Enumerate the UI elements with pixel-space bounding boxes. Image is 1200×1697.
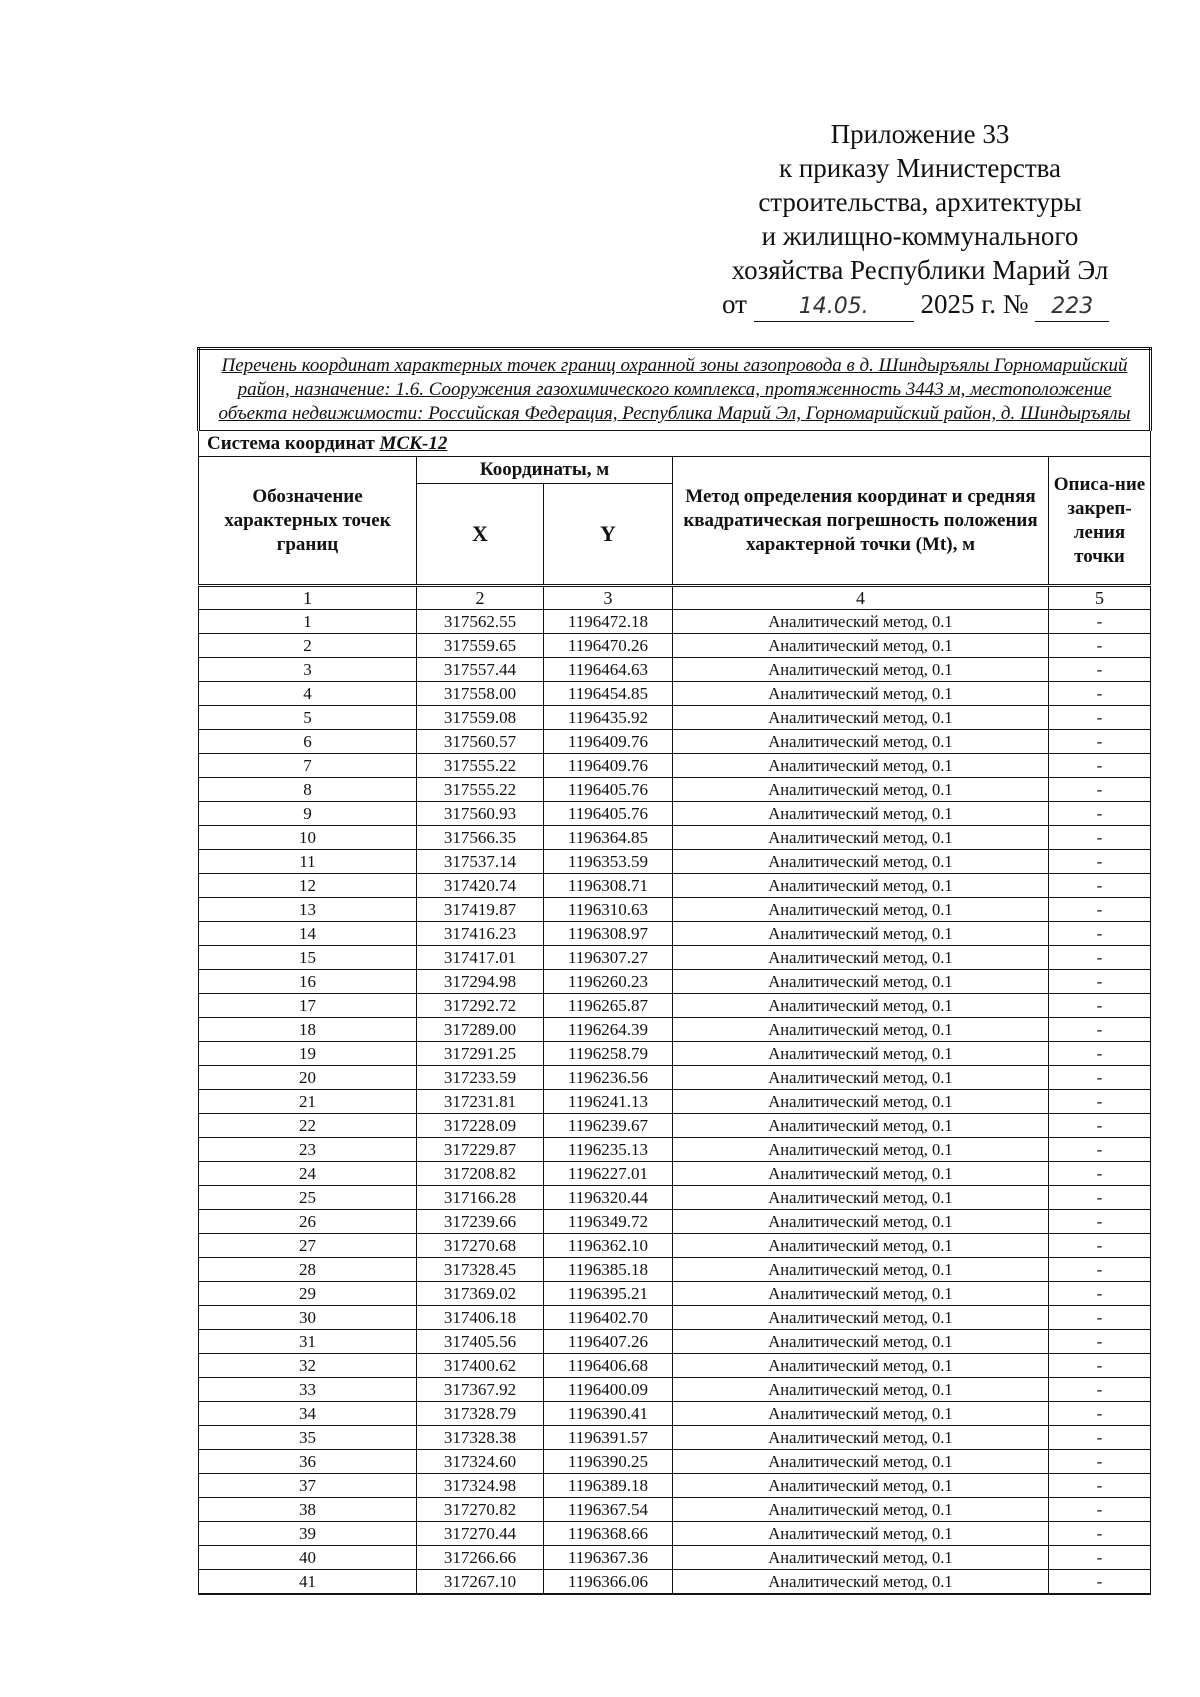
table-row — [199, 1474, 1151, 1498]
y-coordinate-cell: 1196454.85 — [544, 682, 673, 706]
coordinate-system-value: МСК-12 — [379, 432, 448, 454]
table-row — [199, 874, 1151, 898]
point-id-cell: 38 — [199, 1498, 417, 1522]
description-cell: - — [1049, 1186, 1151, 1210]
y-coordinate-cell: 1196308.97 — [544, 922, 673, 946]
x-coordinate-cell: 317270.44 — [417, 1522, 544, 1546]
description-cell: - — [1049, 1210, 1151, 1234]
description-cell: - — [1049, 970, 1151, 994]
method-cell: Аналитический метод, 0.1 — [673, 1306, 1049, 1330]
point-id-cell: 23 — [199, 1138, 417, 1162]
description-cell: - — [1049, 826, 1151, 850]
y-coordinate-cell: 1196409.76 — [544, 730, 673, 754]
coordinates-table — [197, 347, 1152, 1595]
description-cell: - — [1049, 850, 1151, 874]
y-coordinate-cell: 1196405.76 — [544, 802, 673, 826]
y-coordinate-cell: 1196368.66 — [544, 1522, 673, 1546]
header-line-4: и жилищно-коммунального — [761, 221, 1079, 251]
description-cell: - — [1049, 1450, 1151, 1474]
x-coordinate-cell: 317228.09 — [417, 1114, 544, 1138]
point-id-cell: 30 — [199, 1306, 417, 1330]
point-id-cell: 5 — [199, 706, 417, 730]
x-coordinate-cell: 317231.81 — [417, 1090, 544, 1114]
point-id-cell: 15 — [199, 946, 417, 970]
y-coordinate-cell: 1196320.44 — [544, 1186, 673, 1210]
table-row — [199, 1570, 1151, 1595]
point-id-cell: 34 — [199, 1402, 417, 1426]
table-row — [199, 730, 1151, 754]
x-coordinate-cell: 317560.57 — [417, 730, 544, 754]
description-cell: - — [1049, 1378, 1151, 1402]
appendix-header — [700, 117, 1140, 322]
description-cell: - — [1049, 1138, 1151, 1162]
method-cell: Аналитический метод, 0.1 — [673, 1354, 1049, 1378]
y-coordinate-cell: 1196435.92 — [544, 706, 673, 730]
column-number-row — [199, 586, 1151, 610]
table-row — [199, 754, 1151, 778]
x-coordinate-cell: 317557.44 — [417, 658, 544, 682]
point-id-cell: 31 — [199, 1330, 417, 1354]
point-id-cell: 9 — [199, 802, 417, 826]
table-row — [199, 1138, 1151, 1162]
y-coordinate-cell: 1196390.25 — [544, 1450, 673, 1474]
x-coordinate-cell: 317233.59 — [417, 1066, 544, 1090]
point-id-cell: 10 — [199, 826, 417, 850]
y-coordinate-cell: 1196307.27 — [544, 946, 673, 970]
y-coordinate-cell: 1196385.18 — [544, 1258, 673, 1282]
description-cell: - — [1049, 1330, 1151, 1354]
y-coordinate-cell: 1196367.54 — [544, 1498, 673, 1522]
x-coordinate-cell: 317289.00 — [417, 1018, 544, 1042]
x-coordinate-cell: 317559.08 — [417, 706, 544, 730]
y-coordinate-cell: 1196472.18 — [544, 610, 673, 634]
description-cell: - — [1049, 754, 1151, 778]
table-row — [199, 658, 1151, 682]
x-coordinate-cell: 317324.98 — [417, 1474, 544, 1498]
table-row — [199, 706, 1151, 730]
y-coordinate-cell: 1196367.36 — [544, 1546, 673, 1570]
point-id-cell: 35 — [199, 1426, 417, 1450]
point-id-cell: 4 — [199, 682, 417, 706]
method-cell: Аналитический метод, 0.1 — [673, 1330, 1049, 1354]
table-row — [199, 946, 1151, 970]
description-cell: - — [1049, 634, 1151, 658]
method-cell: Аналитический метод, 0.1 — [673, 802, 1049, 826]
table-row — [199, 850, 1151, 874]
appendix-title: Приложение 33 — [830, 119, 1010, 149]
description-cell: - — [1049, 1066, 1151, 1090]
x-coordinate-cell: 317239.66 — [417, 1210, 544, 1234]
x-coordinate-cell: 317560.93 — [417, 802, 544, 826]
header-line-2: к приказу Министерства — [778, 153, 1062, 183]
x-coordinate-cell: 317367.92 — [417, 1378, 544, 1402]
table-row — [199, 610, 1151, 634]
x-coordinate-cell: 317562.55 — [417, 610, 544, 634]
table-row — [199, 778, 1151, 802]
x-coordinate-cell: 317324.60 — [417, 1450, 544, 1474]
column-number: 3 — [544, 586, 673, 610]
point-id-cell: 11 — [199, 850, 417, 874]
point-id-cell: 13 — [199, 898, 417, 922]
x-coordinate-cell: 317416.23 — [417, 922, 544, 946]
description-cell: - — [1049, 1306, 1151, 1330]
description-cell: - — [1049, 778, 1151, 802]
description-cell: - — [1049, 946, 1151, 970]
y-coordinate-cell: 1196308.71 — [544, 874, 673, 898]
description-cell: - — [1049, 1474, 1151, 1498]
table-row — [199, 1234, 1151, 1258]
method-cell: Аналитический метод, 0.1 — [673, 1138, 1049, 1162]
y-coordinate-cell: 1196236.56 — [544, 1066, 673, 1090]
y-coordinate-cell: 1196470.26 — [544, 634, 673, 658]
header-coordinates: Координаты, м — [417, 457, 673, 484]
method-cell: Аналитический метод, 0.1 — [673, 994, 1049, 1018]
method-cell: Аналитический метод, 0.1 — [673, 1090, 1049, 1114]
method-cell: Аналитический метод, 0.1 — [673, 1402, 1049, 1426]
point-id-cell: 14 — [199, 922, 417, 946]
x-coordinate-cell: 317270.68 — [417, 1234, 544, 1258]
point-id-cell: 41 — [199, 1570, 417, 1595]
y-coordinate-cell: 1196366.06 — [544, 1570, 673, 1595]
header-point-designation: Обозначение характерных точек границ — [199, 457, 417, 586]
point-id-cell: 29 — [199, 1282, 417, 1306]
method-cell: Аналитический метод, 0.1 — [673, 1570, 1049, 1595]
x-coordinate-cell: 317555.22 — [417, 754, 544, 778]
y-coordinate-cell: 1196405.76 — [544, 778, 673, 802]
method-cell: Аналитический метод, 0.1 — [673, 1210, 1049, 1234]
year-text: 2025 г. № — [920, 289, 1029, 319]
method-cell: Аналитический метод, 0.1 — [673, 826, 1049, 850]
point-id-cell: 28 — [199, 1258, 417, 1282]
point-id-cell: 26 — [199, 1210, 417, 1234]
method-cell: Аналитический метод, 0.1 — [673, 1258, 1049, 1282]
description-cell: - — [1049, 1018, 1151, 1042]
column-number: 4 — [673, 586, 1049, 610]
y-coordinate-cell: 1196364.85 — [544, 826, 673, 850]
point-id-cell: 21 — [199, 1090, 417, 1114]
description-cell: - — [1049, 922, 1151, 946]
description-cell: - — [1049, 994, 1151, 1018]
table-row — [199, 1042, 1151, 1066]
y-coordinate-cell: 1196227.01 — [544, 1162, 673, 1186]
point-id-cell: 39 — [199, 1522, 417, 1546]
y-coordinate-cell: 1196239.67 — [544, 1114, 673, 1138]
order-date-line — [700, 287, 1140, 322]
method-cell: Аналитический метод, 0.1 — [673, 1114, 1049, 1138]
method-cell: Аналитический метод, 0.1 — [673, 850, 1049, 874]
y-coordinate-cell: 1196265.87 — [544, 994, 673, 1018]
description-cell: - — [1049, 1114, 1151, 1138]
description-cell: - — [1049, 1402, 1151, 1426]
point-id-cell: 33 — [199, 1378, 417, 1402]
x-coordinate-cell: 317229.87 — [417, 1138, 544, 1162]
description-cell: - — [1049, 874, 1151, 898]
method-cell: Аналитический метод, 0.1 — [673, 658, 1049, 682]
description-cell: - — [1049, 1090, 1151, 1114]
y-coordinate-cell: 1196353.59 — [544, 850, 673, 874]
x-coordinate-cell: 317294.98 — [417, 970, 544, 994]
description-cell: - — [1049, 1426, 1151, 1450]
y-coordinate-cell: 1196406.68 — [544, 1354, 673, 1378]
table-row — [199, 1258, 1151, 1282]
table-row — [199, 634, 1151, 658]
point-id-cell: 2 — [199, 634, 417, 658]
y-coordinate-cell: 1196400.09 — [544, 1378, 673, 1402]
point-id-cell: 27 — [199, 1234, 417, 1258]
y-coordinate-cell: 1196349.72 — [544, 1210, 673, 1234]
method-cell: Аналитический метод, 0.1 — [673, 1162, 1049, 1186]
description-cell: - — [1049, 610, 1151, 634]
method-cell: Аналитический метод, 0.1 — [673, 1282, 1049, 1306]
table-row — [199, 1018, 1151, 1042]
method-cell: Аналитический метод, 0.1 — [673, 1498, 1049, 1522]
x-coordinate-cell: 317406.18 — [417, 1306, 544, 1330]
point-id-cell: 36 — [199, 1450, 417, 1474]
header-description: Описа-ние закреп-ления точки — [1049, 457, 1151, 586]
table-row — [199, 1066, 1151, 1090]
method-cell: Аналитический метод, 0.1 — [673, 1546, 1049, 1570]
x-coordinate-cell: 317400.62 — [417, 1354, 544, 1378]
table-row — [199, 1450, 1151, 1474]
x-coordinate-cell: 317566.35 — [417, 826, 544, 850]
method-cell: Аналитический метод, 0.1 — [673, 970, 1049, 994]
x-coordinate-cell: 317328.38 — [417, 1426, 544, 1450]
point-id-cell: 40 — [199, 1546, 417, 1570]
x-coordinate-cell: 317537.14 — [417, 850, 544, 874]
method-cell: Аналитический метод, 0.1 — [673, 1522, 1049, 1546]
x-coordinate-cell: 317369.02 — [417, 1282, 544, 1306]
table-row — [199, 802, 1151, 826]
method-cell: Аналитический метод, 0.1 — [673, 1186, 1049, 1210]
y-coordinate-cell: 1196464.63 — [544, 658, 673, 682]
description-cell: - — [1049, 1282, 1151, 1306]
description-cell: - — [1049, 658, 1151, 682]
header-x: X — [417, 484, 544, 586]
method-cell: Аналитический метод, 0.1 — [673, 946, 1049, 970]
description-cell: - — [1049, 1498, 1151, 1522]
table-row — [199, 1522, 1151, 1546]
header-line-3: строительства, архитектуры — [758, 187, 1082, 217]
header-line-5: хозяйства Республики Марий Эл — [731, 255, 1109, 285]
column-number: 5 — [1049, 586, 1151, 610]
point-id-cell: 8 — [199, 778, 417, 802]
x-coordinate-cell: 317328.45 — [417, 1258, 544, 1282]
table-row — [199, 1210, 1151, 1234]
description-cell: - — [1049, 1522, 1151, 1546]
method-cell: Аналитический метод, 0.1 — [673, 730, 1049, 754]
header-method: Метод определения координат и средняя квадратическая погрешность положения характерной точки (Mt), м — [673, 457, 1049, 586]
point-id-cell: 7 — [199, 754, 417, 778]
method-cell: Аналитический метод, 0.1 — [673, 778, 1049, 802]
description-cell: - — [1049, 682, 1151, 706]
table-row — [199, 1282, 1151, 1306]
header-y: Y — [544, 484, 673, 586]
method-cell: Аналитический метод, 0.1 — [673, 898, 1049, 922]
method-cell: Аналитический метод, 0.1 — [673, 706, 1049, 730]
x-coordinate-cell: 317291.25 — [417, 1042, 544, 1066]
table-row — [199, 1162, 1151, 1186]
description-cell: - — [1049, 1354, 1151, 1378]
point-id-cell: 1 — [199, 610, 417, 634]
table-row — [199, 1114, 1151, 1138]
method-cell: Аналитический метод, 0.1 — [673, 1066, 1049, 1090]
point-id-cell: 17 — [199, 994, 417, 1018]
description-cell: - — [1049, 1546, 1151, 1570]
point-id-cell: 37 — [199, 1474, 417, 1498]
table-row — [199, 1402, 1151, 1426]
method-cell: Аналитический метод, 0.1 — [673, 1234, 1049, 1258]
table-row — [199, 826, 1151, 850]
point-id-cell: 20 — [199, 1066, 417, 1090]
method-cell: Аналитический метод, 0.1 — [673, 610, 1049, 634]
table-row — [199, 970, 1151, 994]
y-coordinate-cell: 1196390.41 — [544, 1402, 673, 1426]
table-body — [199, 610, 1151, 1595]
method-cell: Аналитический метод, 0.1 — [673, 754, 1049, 778]
y-coordinate-cell: 1196395.21 — [544, 1282, 673, 1306]
x-coordinate-cell: 317420.74 — [417, 874, 544, 898]
description-cell: - — [1049, 898, 1151, 922]
table-row — [199, 898, 1151, 922]
point-id-cell: 25 — [199, 1186, 417, 1210]
table-row — [199, 994, 1151, 1018]
method-cell: Аналитический метод, 0.1 — [673, 1450, 1049, 1474]
y-coordinate-cell: 1196407.26 — [544, 1330, 673, 1354]
method-cell: Аналитический метод, 0.1 — [673, 1018, 1049, 1042]
point-id-cell: 12 — [199, 874, 417, 898]
y-coordinate-cell: 1196391.57 — [544, 1426, 673, 1450]
point-id-cell: 22 — [199, 1114, 417, 1138]
table-row — [199, 1354, 1151, 1378]
table-row — [199, 1426, 1151, 1450]
method-cell: Аналитический метод, 0.1 — [673, 1378, 1049, 1402]
x-coordinate-cell: 317555.22 — [417, 778, 544, 802]
x-coordinate-cell: 317266.66 — [417, 1546, 544, 1570]
y-coordinate-cell: 1196362.10 — [544, 1234, 673, 1258]
y-coordinate-cell: 1196389.18 — [544, 1474, 673, 1498]
table-row — [199, 1330, 1151, 1354]
table-row — [199, 922, 1151, 946]
column-number: 2 — [417, 586, 544, 610]
description-cell: - — [1049, 1162, 1151, 1186]
point-id-cell: 16 — [199, 970, 417, 994]
table-row — [199, 1186, 1151, 1210]
point-id-cell: 24 — [199, 1162, 417, 1186]
table-row — [199, 1090, 1151, 1114]
method-cell: Аналитический метод, 0.1 — [673, 922, 1049, 946]
point-id-cell: 19 — [199, 1042, 417, 1066]
column-number: 1 — [199, 586, 417, 610]
description-cell: - — [1049, 802, 1151, 826]
coordinate-system-label: Система координат — [207, 432, 375, 454]
x-coordinate-cell: 317270.82 — [417, 1498, 544, 1522]
method-cell: Аналитический метод, 0.1 — [673, 1426, 1049, 1450]
x-coordinate-cell: 317328.79 — [417, 1402, 544, 1426]
description-cell: - — [1049, 706, 1151, 730]
x-coordinate-cell: 317267.10 — [417, 1570, 544, 1595]
y-coordinate-cell: 1196310.63 — [544, 898, 673, 922]
handwritten-date: 14.05. — [754, 293, 914, 322]
description-cell: - — [1049, 1042, 1151, 1066]
x-coordinate-cell: 317405.56 — [417, 1330, 544, 1354]
point-id-cell: 32 — [199, 1354, 417, 1378]
x-coordinate-cell: 317208.82 — [417, 1162, 544, 1186]
table-row — [199, 682, 1151, 706]
method-cell: Аналитический метод, 0.1 — [673, 634, 1049, 658]
handwritten-order-number: 223 — [1035, 293, 1109, 322]
point-id-cell: 3 — [199, 658, 417, 682]
description-cell: - — [1049, 1258, 1151, 1282]
y-coordinate-cell: 1196241.13 — [544, 1090, 673, 1114]
description-cell: - — [1049, 1570, 1151, 1595]
y-coordinate-cell: 1196260.23 — [544, 970, 673, 994]
y-coordinate-cell: 1196402.70 — [544, 1306, 673, 1330]
table-row — [199, 1498, 1151, 1522]
x-coordinate-cell: 317417.01 — [417, 946, 544, 970]
x-coordinate-cell: 317292.72 — [417, 994, 544, 1018]
x-coordinate-cell: 317166.28 — [417, 1186, 544, 1210]
x-coordinate-cell: 317558.00 — [417, 682, 544, 706]
y-coordinate-cell: 1196235.13 — [544, 1138, 673, 1162]
x-coordinate-cell: 317419.87 — [417, 898, 544, 922]
description-cell: - — [1049, 1234, 1151, 1258]
x-coordinate-cell: 317559.65 — [417, 634, 544, 658]
table-title: Перечень координат характерных точек границ охранной зоны газопровода в д. Шиндыръялы Горномарийский район, назначение: 1.6. Сооружения газохимического комплекса, протяженность 3443 м, местоположение объекта недвижимости: Российская Федерация, Республика Марий Эл, Горномарийский район, д. Шиндыръялы — [199, 349, 1151, 431]
table-row — [199, 1306, 1151, 1330]
y-coordinate-cell: 1196409.76 — [544, 754, 673, 778]
point-id-cell: 6 — [199, 730, 417, 754]
method-cell: Аналитический метод, 0.1 — [673, 682, 1049, 706]
point-id-cell: 18 — [199, 1018, 417, 1042]
method-cell: Аналитический метод, 0.1 — [673, 1474, 1049, 1498]
coordinate-system-row — [199, 431, 1151, 457]
y-coordinate-cell: 1196258.79 — [544, 1042, 673, 1066]
method-cell: Аналитический метод, 0.1 — [673, 874, 1049, 898]
description-cell: - — [1049, 730, 1151, 754]
table-row — [199, 1378, 1151, 1402]
table-row — [199, 1546, 1151, 1570]
y-coordinate-cell: 1196264.39 — [544, 1018, 673, 1042]
date-prefix: от — [722, 289, 747, 319]
method-cell: Аналитический метод, 0.1 — [673, 1042, 1049, 1066]
